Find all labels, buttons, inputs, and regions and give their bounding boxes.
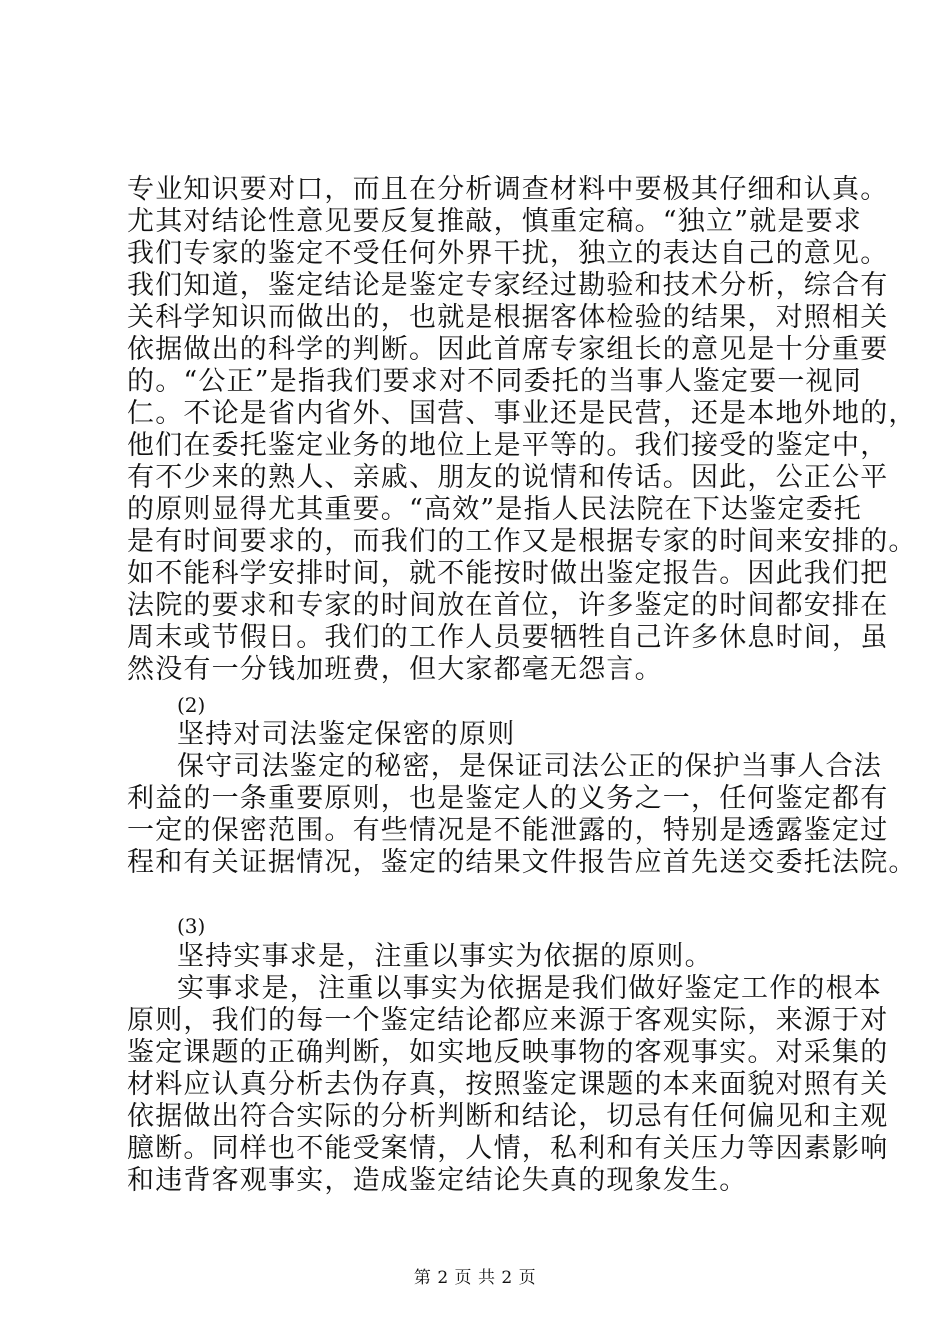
paragraph-line: 原则，我们的每一个鉴定结论都应来源于客观实际，来源于对 bbox=[127, 1005, 889, 1036]
paragraph-line: 程和有关证据情况，鉴定的结果文件报告应首先送交委托法院。 bbox=[127, 847, 917, 878]
paragraph-line: 臆断。同样也不能受案情，人情，私利和有关压力等因素影响 bbox=[127, 1133, 889, 1164]
section-heading: 坚持对司法鉴定保密的原则 bbox=[177, 719, 516, 750]
paragraph-line: 如不能科学安排时间，就不能按时做出鉴定报告。因此我们把 bbox=[127, 558, 889, 589]
paragraph-line: 是有时间要求的，而我们的工作又是根据专家的时间来安排的。 bbox=[127, 526, 917, 557]
paragraph-line: 尤其对结论性意见要反复推敲，慎重定稿。“独立”就是要求 bbox=[127, 206, 863, 237]
paragraph-line: 法院的要求和专家的时间放在首位，许多鉴定的时间都安排在 bbox=[127, 590, 889, 621]
paragraph-line: 关科学知识而做出的，也就是根据客体检验的结果，对照相关 bbox=[127, 302, 889, 333]
paragraph-line: 的原则显得尤其重要。“高效”是指人民法院在下达鉴定委托 bbox=[127, 494, 863, 525]
paragraph-line: 我们专家的鉴定不受任何外界干扰，独立的表达自己的意见。 bbox=[127, 238, 889, 269]
paragraph-line: 材料应认真分析去伪存真，按照鉴定课题的本来面貌对照有关 bbox=[127, 1069, 889, 1100]
paragraph-line: 我们知道，鉴定结论是鉴定专家经过勘验和技术分析，综合有 bbox=[127, 270, 889, 301]
paragraph-line: 利益的一条重要原则，也是鉴定人的义务之一，任何鉴定都有 bbox=[127, 783, 889, 814]
paragraph-line: 实事求是，注重以事实为依据是我们做好鉴定工作的根本 bbox=[177, 973, 882, 1004]
paragraph-line: 然没有一分钱加班费，但大家都毫无怨言。 bbox=[127, 654, 663, 685]
section-heading: 坚持实事求是，注重以事实为依据的原则。 bbox=[177, 941, 713, 972]
paragraph-line: 他们在委托鉴定业务的地位上是平等的。我们接受的鉴定中， bbox=[127, 430, 889, 461]
page-number-footer: 第 2 页 共 2 页 bbox=[413, 1268, 537, 1288]
paragraph-line: 依据做出的科学的判断。因此首席专家组长的意见是十分重要 bbox=[127, 334, 889, 365]
paragraph-line: 一定的保密范围。有些情况是不能泄露的，特别是透露鉴定过 bbox=[127, 815, 889, 846]
paragraph-line: 专业知识要对口，而且在分析调查材料中要极其仔细和认真。 bbox=[127, 174, 889, 205]
paragraph-line: 周末或节假日。我们的工作人员要牺牲自己许多休息时间，虽 bbox=[127, 622, 889, 653]
paragraph-line: 保守司法鉴定的秘密，是保证司法公正的保护当事人合法 bbox=[177, 751, 882, 782]
section-number: (3) bbox=[177, 914, 206, 938]
paragraph-line: 仁。不论是省内省外、国营、事业还是民营，还是本地外地的， bbox=[127, 398, 917, 429]
paragraph-line: 和违背客观事实，造成鉴定结论失真的现象发生。 bbox=[127, 1165, 748, 1196]
paragraph-line: 依据做出符合实际的分析判断和结论，切忌有任何偏见和主观 bbox=[127, 1101, 889, 1132]
paragraph-line: 有不少来的熟人、亲戚、朋友的说情和传话。因此，公正公平 bbox=[127, 462, 889, 493]
paragraph-line: 鉴定课题的正确判断，如实地反映事物的客观事实。对采集的 bbox=[127, 1037, 889, 1068]
paragraph-line: 的。“公正”是指我们要求对不同委托的当事人鉴定要一视同 bbox=[127, 366, 863, 397]
section-number: (2) bbox=[177, 693, 206, 717]
